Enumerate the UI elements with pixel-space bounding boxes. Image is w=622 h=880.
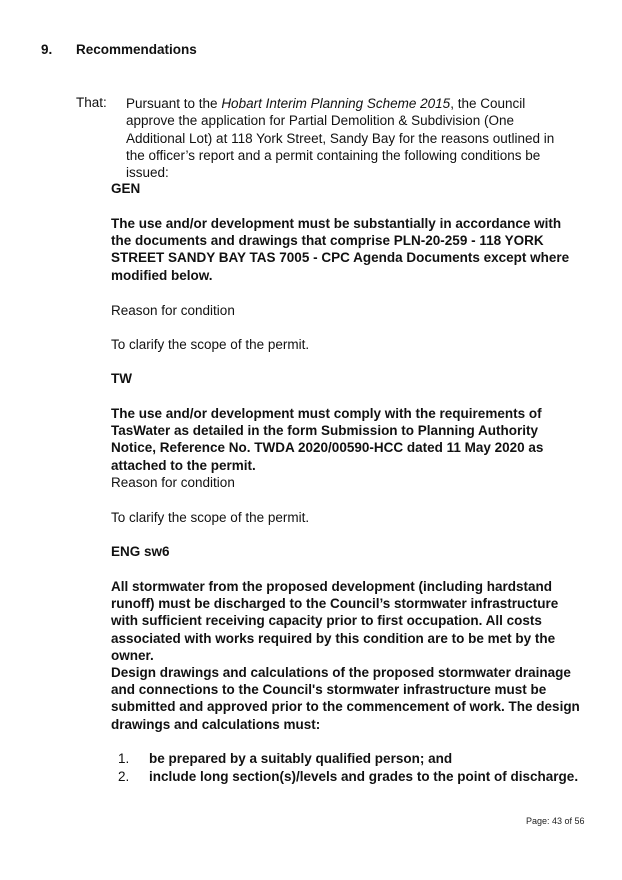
condition-text-eng-sw6: All stormwater from the proposed development (including hardstand runoff) must be discharged to the Council’s stormwater infrastructure with sufficient receiving capacity prior to first occupation. All costs associated with works required by this condition are to be met by the owner. [111,579,559,663]
reason-text-gen: To clarify the scope of the permit. [111,337,310,352]
condition-code-eng-sw6: ENG sw6 [111,544,170,559]
section-number: 9. [41,42,53,57]
intro-paragraph [126,95,566,181]
condition-text2-eng-sw6: Design drawings and calculations of the proposed stormwater drainage and connections to the Council's stormwater infrastructure must be submitted and approved prior to the commencement of work. The design drawings and calculations must: [111,665,580,732]
section-title: Recommendations [76,42,197,57]
list-item-number: 2. [118,769,130,784]
condition-code-tw: TW [111,371,132,386]
that-label: That: [76,95,107,110]
condition-text-tw: The use and/or development must comply with the requirements of TasWater as detailed in the form Submission to Planning Authority Notice, Reference No. TWDA 2020/00590-HCC dated 11 May 2020 as attached to the permit. [111,406,544,473]
page-number: Page: 43 of 56 [526,816,585,826]
list-item-text: include long section(s)/levels and grades to the point of discharge. [149,769,579,784]
list-item-text: be prepared by a suitably qualified person; and [149,751,453,766]
reason-label-tw: Reason for condition [111,475,235,490]
intro-suffix: , the Council approve the application for Partial Demolition & Subdivision (One Additional Lot) at 118 York Street, Sandy Bay for the reasons outlined in the officer’s report and a permit containing the following conditions be issued: [126,96,555,181]
planning-scheme-name: Hobart Interim Planning Scheme 2015 [221,96,451,111]
reason-label-gen: Reason for condition [111,303,235,318]
condition-code-gen: GEN [111,181,141,196]
list-item-number: 1. [118,751,130,766]
reason-text-tw: To clarify the scope of the permit. [111,510,310,525]
condition-text-gen: The use and/or development must be substantially in accordance with the documents and drawings that comprise PLN-20-259 - 118 YORK STREET SANDY BAY TAS 7005 - CPC Agenda Documents except where modified below. [111,216,570,283]
intro-prefix: Pursuant to the [126,96,222,111]
